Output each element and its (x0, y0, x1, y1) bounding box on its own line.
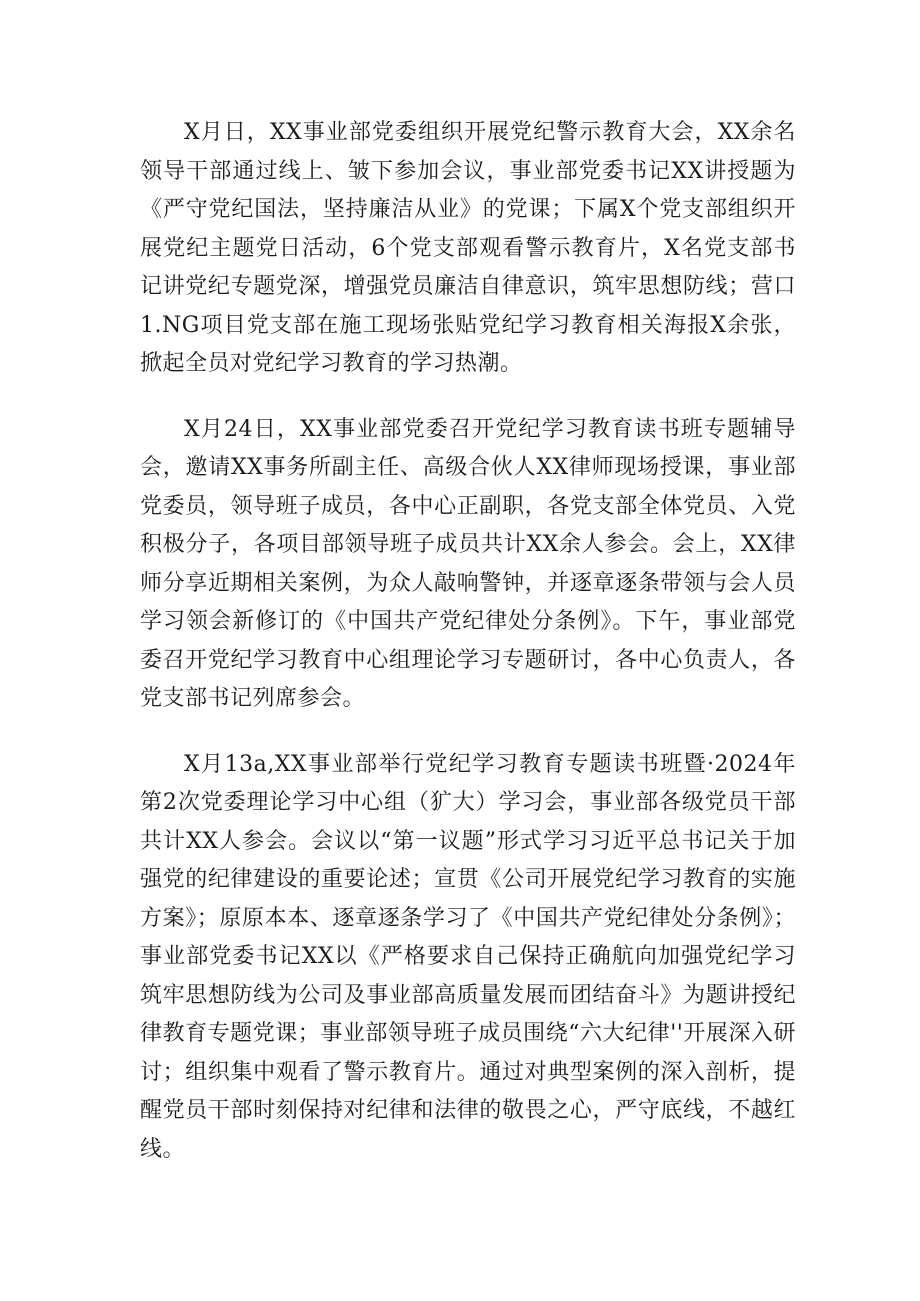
paragraph-warning-education-meeting: X月日，XX事业部党委组织开展党纪警示教育大会，XX余名领导干部通过线上、皱下参加会议，事业部党委书记XX讲授题为《严守党纪国法，坚持廉洁从业》的党课；下属X个党支部组织开展党纪主题党日活动，6个党支部观看警示教育片，X名党支部书记讲党纪专题党深，增强党员廉洁自律意识，筑牢思想防线；营口1.NG项目党支部在施工现场张贴党纪学习教育相关海报X余张，掀起全员对党纪学习教育的学习热潮。 (140, 120, 796, 376)
paragraph-theory-study-session: X月13a,XX事业部举行党纪学习教育专题读书班暨·2024年第2次党委理论学习中心组（犷大）学习会，事业部各级党员干部共计XX人参会。会议以“第一议题”形式学习习近平总书记关于加强党的纪律建设的重要论述；宣贯《公司开展党纪学习教育的实施方案》；原原本本、逐章逐条学习了《中国共产党纪律处分条例》；事业部党委书记XX以《严格要求自己保持正确航向加强党纪学习筑牢思想防线为公司及事业部高质量发展而团结奋斗》为题讲授纪律教育专题党课；事业部领导班子成员围绕“六大纪律''开展深入研讨；组织集中观看了警示教育片。通过对典型案例的深入剖析，提醒党员干部时刻保持对纪律和法律的敬畏之心，严守底线，不越红线。 (140, 751, 796, 1162)
document-body (140, 114, 796, 1169)
paragraph-reading-class-lecture: X月24日，XX事业部党委召开党纪学习教育读书班专题辅导会，邀请XX事务所副主任、高级合伙人XX律师现场授课，事业部党委员，领导班子成员，各中心正副职，各党支部全体党员、入党积极分子，各项目部领导班子成员共计XX余人参会。会上，XX律师分享近期相关案例，为众人敲响警钟，并逐章逐条带领与会人员学习领会新修订的《中国共产党纪律处分条例》。下午，事业部党委召开党纪学习教育中心组理论学习专题研讨，各中心负责人，各党支部书记列席参会。 (140, 416, 796, 711)
